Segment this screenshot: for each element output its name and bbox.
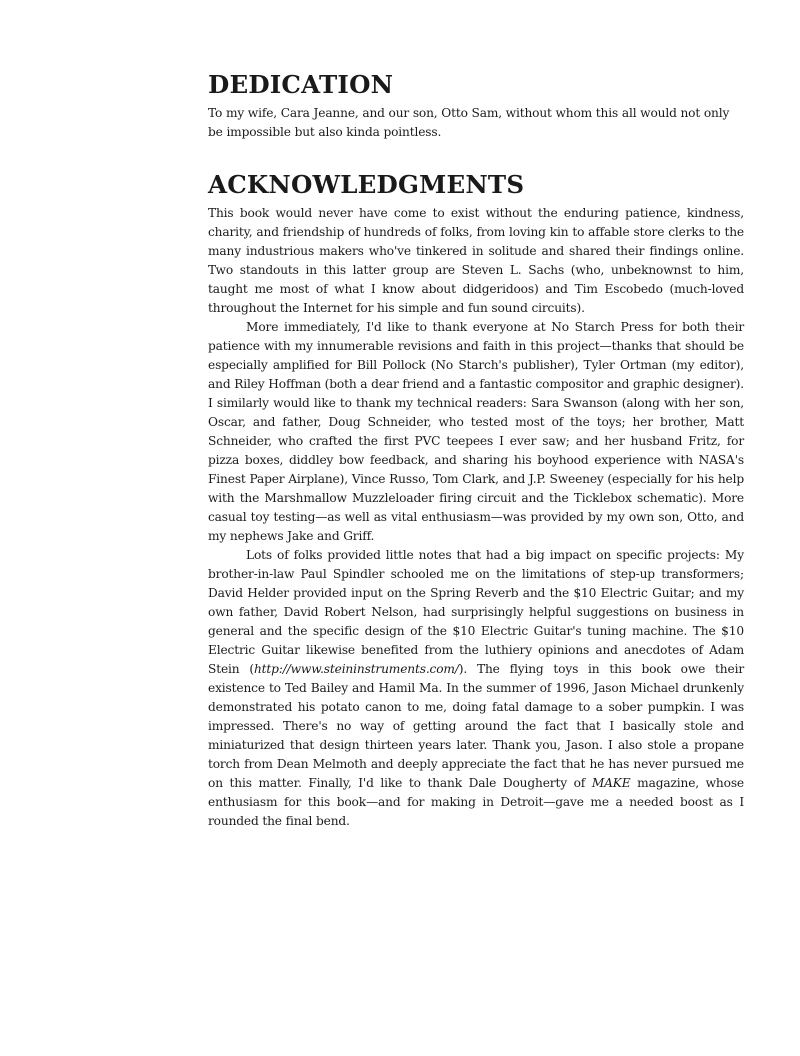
acknowledgments-paragraph-1: This book would never have come to exist without the enduring patience, kindness, charity, and friendship of hundreds of folks, from loving kin to affable store clerks to the many industrious makers who've tinkered in solitude and shared their findings online. Two standouts in this latter group are Steven L. Sachs (who, unbeknownst to him, taught me most of what I know about didgeridoos) and Tim Escobedo (much-loved throughout the Internet for his simple and fun sound circuits).: [208, 206, 744, 315]
acknowledgments-paragraph-3: [208, 546, 744, 831]
page-content: [208, 70, 744, 831]
acknowledgments-paragraph-2: More immediately, I'd like to thank everyone at No Starch Press for both their patience with my innumerable revisions and faith in this project—thanks that should be especially amplified for Bill Pollock (No Starch's publisher), Tyler Ortman (my editor), and Riley Hoffman (both a dear friend and a fantastic compositor and graphic designer). I similarly would like to thank my technical readers: Sara Swanson (along with her son, Oscar, and father, Doug Schneider, who tested most of the toys; her brother, Matt Schneider, who crafted the first PVC teepees I ever saw; and her husband Fritz, for pizza boxes, diddley bow feedback, and sharing his boyhood experience with NASA's Finest Paper Airplane), Vince Russo, Tom Clark, and J.P. Sweeney (especially for his help with the Marshmallow Muzzleloader firing circuit and the Ticklebox schematic). More casual toy testing—as well as vital enthusiasm—was provided by my own son, Otto, and my nephews Jake and Griff.: [208, 320, 744, 543]
make-magazine-title: MAKE: [591, 776, 631, 790]
paragraph-3-text-b: ). The flying toys in this book owe their existence to Ted Bailey and Hamil Ma. In the summer of 1996, Jason Michael drunkenly demonstrated his potato canon to me, doing fatal damage to a sober pumpkin. I was impressed. There's no way of getting around the fact that I basically stole and miniaturized that design thirteen years later. Thank you, Jason. I also stole a propane torch from Dean Melmoth and deeply appreciate the fact that he has never pursued me on this matter. Finally, I'd like to thank Dale Dougherty of: [208, 662, 744, 790]
stein-instruments-url: http://www.steininstruments.com/: [253, 662, 459, 676]
dedication-text: To my wife, Cara Jeanne, and our son, Otto Sam, without whom this all would not only be impossible but also kinda pointless.: [208, 106, 730, 139]
dedication-heading: DEDICATION: [208, 70, 394, 99]
paragraph-3-text-c: magazine, whose enthusiasm for this book—and for making in Detroit—gave me a needed boost as I rounded the final bend.: [208, 776, 744, 828]
paragraph-3-text-a: Lots of folks provided little notes that had a big impact on specific projects: My brother-in-law Paul Spindler schooled me on the limitations of step-up transformers; David Helder provided input on the Spring Reverb and the $10 Electric Guitar; and my own father, David Robert Nelson, had surprisingly helpful suggestions on business in general and the specific design of the $10 Electric Guitar's tuning machine. The $10 Electric Guitar likewise benefited from the luthiery opinions and anecdotes of Adam Stein (: [208, 548, 744, 676]
acknowledgments-heading: ACKNOWLEDGMENTS: [208, 170, 525, 199]
